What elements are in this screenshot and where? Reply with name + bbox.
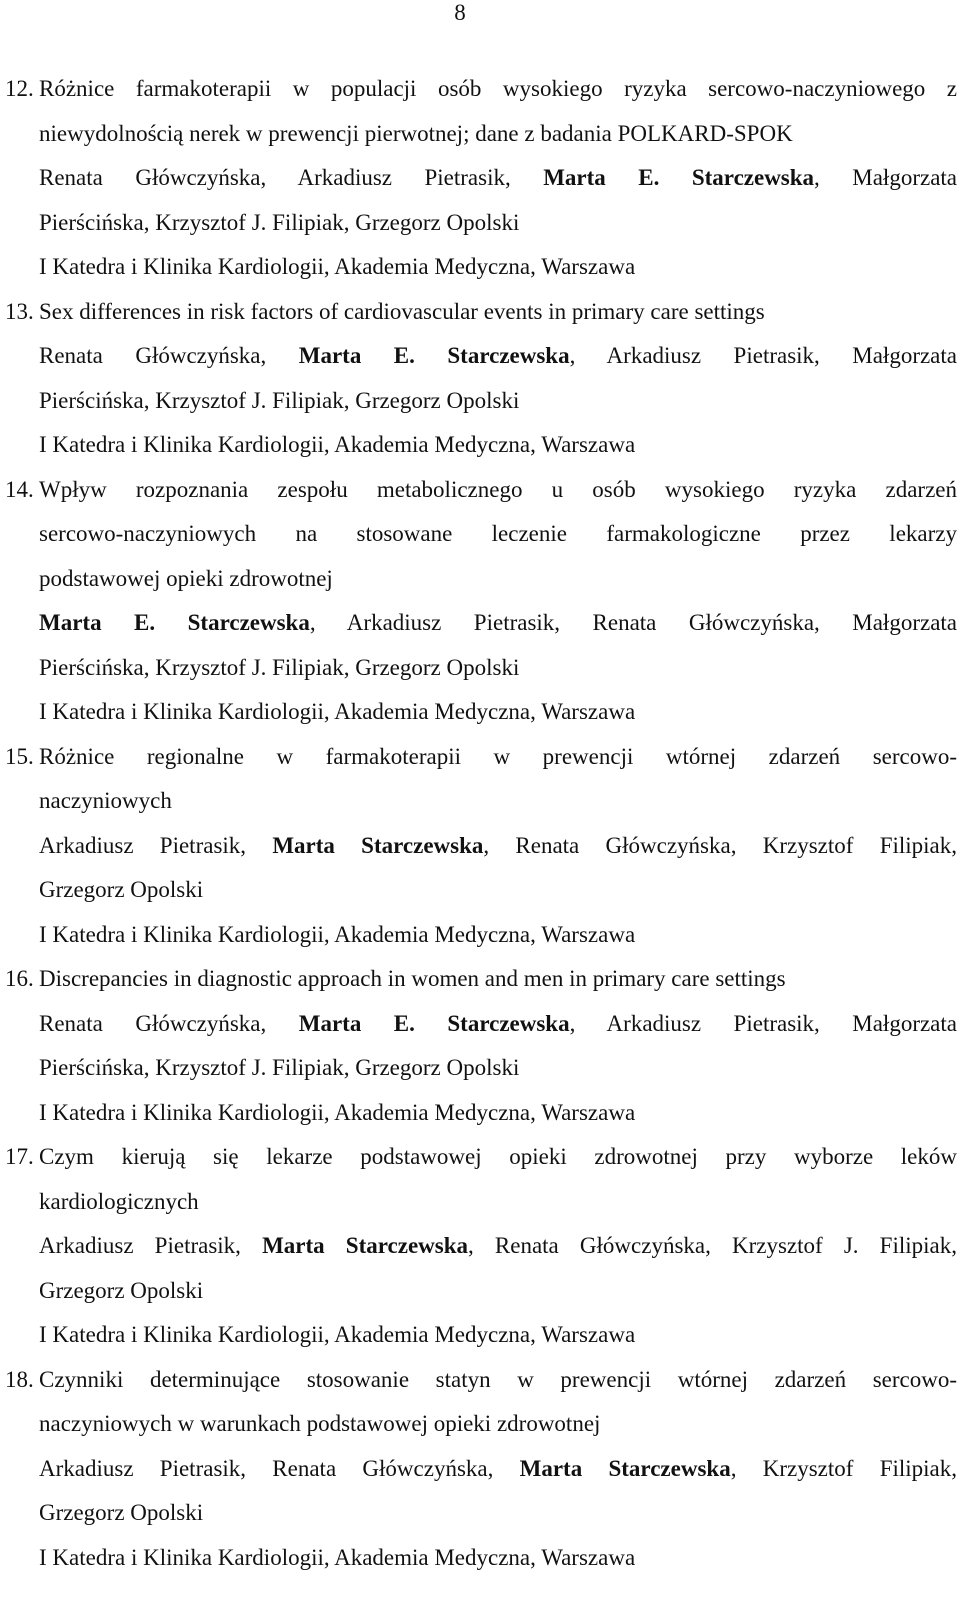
entry-authors-line: Pierścińska, Krzysztof J. Filipiak, Grzegorz Opolski bbox=[39, 654, 520, 680]
entry-authors-line: Arkadiusz Pietrasik, Renata Główczyńska, Marta Starczewska, Krzysztof Filipiak, bbox=[39, 1455, 958, 1481]
highlighted-author: Marta Starczewska bbox=[519, 1455, 731, 1481]
entry-title-line: Różnice regionalne w farmakoterapii w prewencji wtórnej zdarzeń sercowo- bbox=[39, 743, 957, 769]
entry-number: 16. bbox=[5, 966, 34, 991]
highlighted-author: Marta Starczewska bbox=[262, 1233, 469, 1258]
highlighted-author: Marta E. Starczewska bbox=[298, 1010, 570, 1036]
entry-number: 12. bbox=[5, 76, 34, 101]
entry-title-line: sercowo-naczyniowych na stosowane leczenie farmakologiczne przez lekarzy bbox=[39, 521, 957, 546]
entry-authors-line: Pierścińska, Krzysztof J. Filipiak, Grzegorz Opolski bbox=[39, 209, 520, 235]
entry-affiliation: I Katedra i Klinika Kardiologii, Akademia Medyczna, Warszawa bbox=[39, 699, 636, 724]
entry-title-line: Sex differences in risk factors of cardiovascular events in primary care settings bbox=[39, 298, 765, 324]
entry-authors-line: Pierścińska, Krzysztof J. Filipiak, Grzegorz Opolski bbox=[39, 1055, 520, 1080]
entry-title-line: naczyniowych bbox=[39, 788, 172, 813]
entry-affiliation: I Katedra i Klinika Kardiologii, Akademia Medyczna, Warszawa bbox=[39, 1322, 636, 1347]
publication-list bbox=[0, 67, 960, 1580]
highlighted-author: Marta E. Starczewska bbox=[39, 610, 310, 635]
list-item bbox=[0, 67, 957, 290]
entry-number: 14. bbox=[5, 476, 34, 502]
entry-title-line: Różnice farmakoterapii w populacji osób wysokiego ryzyka sercowo-naczyniowego z bbox=[39, 76, 957, 101]
entry-authors-line: Arkadiusz Pietrasik, Marta Starczewska, Renata Główczyńska, Krzysztof J. Filipiak, bbox=[39, 1233, 957, 1258]
list-item bbox=[0, 1358, 957, 1581]
highlighted-author: Marta E. Starczewska bbox=[543, 165, 815, 190]
entry-authors-line: Pierścińska, Krzysztof J. Filipiak, Grzegorz Opolski bbox=[39, 387, 520, 413]
entry-authors-line: Renata Główczyńska, Arkadiusz Pietrasik, Marta E. Starczewska, Małgorzata bbox=[39, 165, 957, 190]
entry-affiliation: I Katedra i Klinika Kardiologii, Akademia Medyczna, Warszawa bbox=[39, 1099, 636, 1125]
entry-authors-line: Grzegorz Opolski bbox=[39, 1500, 204, 1525]
entry-number: 13. bbox=[5, 298, 34, 324]
entry-authors-line: Renata Główczyńska, Marta E. Starczewska, Arkadiusz Pietrasik, Małgorzata bbox=[39, 1010, 957, 1036]
entry-number: 15. bbox=[5, 743, 34, 769]
entry-affiliation: I Katedra i Klinika Kardiologii, Akademia Medyczna, Warszawa bbox=[39, 1544, 636, 1570]
list-item bbox=[0, 468, 957, 735]
list-item bbox=[0, 735, 957, 958]
entry-authors-line: Arkadiusz Pietrasik, Marta Starczewska, Renata Główczyńska, Krzysztof Filipiak, bbox=[39, 832, 958, 858]
entry-affiliation: I Katedra i Klinika Kardiologii, Akademia Medyczna, Warszawa bbox=[39, 254, 636, 279]
entry-title-line: Discrepancies in diagnostic approach in women and men in primary care settings bbox=[39, 966, 786, 991]
highlighted-author: Marta E. Starczewska bbox=[298, 343, 570, 368]
entry-authors-line: Renata Główczyńska, Marta E. Starczewska, Arkadiusz Pietrasik, Małgorzata bbox=[39, 343, 957, 368]
entry-number: 17. bbox=[5, 1144, 34, 1169]
entry-affiliation: I Katedra i Klinika Kardiologii, Akademia Medyczna, Warszawa bbox=[39, 432, 636, 457]
entry-number: 18. bbox=[5, 1366, 34, 1392]
entry-title-line: Czynniki determinujące stosowanie statyn w prewencji wtórnej zdarzeń sercowo- bbox=[39, 1366, 957, 1392]
entry-title-line: podstawowej opieki zdrowotnej bbox=[39, 565, 333, 591]
entry-title-line: niewydolnością nerek w prewencji pierwotnej; dane z badania POLKARD-SPOK bbox=[39, 120, 793, 146]
list-item bbox=[0, 1135, 957, 1358]
entry-authors-line: Grzegorz Opolski bbox=[39, 1277, 204, 1303]
entry-authors-line: Marta E. Starczewska, Arkadiusz Pietrasik, Renata Główczyńska, Małgorzata bbox=[39, 610, 957, 635]
list-item bbox=[0, 957, 957, 1135]
entry-title-line: naczyniowych w warunkach podstawowej opieki zdrowotnej bbox=[39, 1411, 601, 1436]
highlighted-author: Marta Starczewska bbox=[272, 832, 484, 858]
entry-authors-line: Grzegorz Opolski bbox=[39, 877, 204, 902]
entry-affiliation: I Katedra i Klinika Kardiologii, Akademia Medyczna, Warszawa bbox=[39, 921, 636, 947]
entry-title-line: kardiologicznych bbox=[39, 1188, 199, 1214]
entry-title-line: Wpływ rozpoznania zespołu metabolicznego u osób wysokiego ryzyka zdarzeń bbox=[39, 476, 957, 502]
list-item bbox=[0, 290, 957, 468]
entry-title-line: Czym kierują się lekarze podstawowej opieki zdrowotnej przy wyborze leków bbox=[39, 1144, 957, 1169]
page-number: 8 bbox=[454, 0, 466, 25]
